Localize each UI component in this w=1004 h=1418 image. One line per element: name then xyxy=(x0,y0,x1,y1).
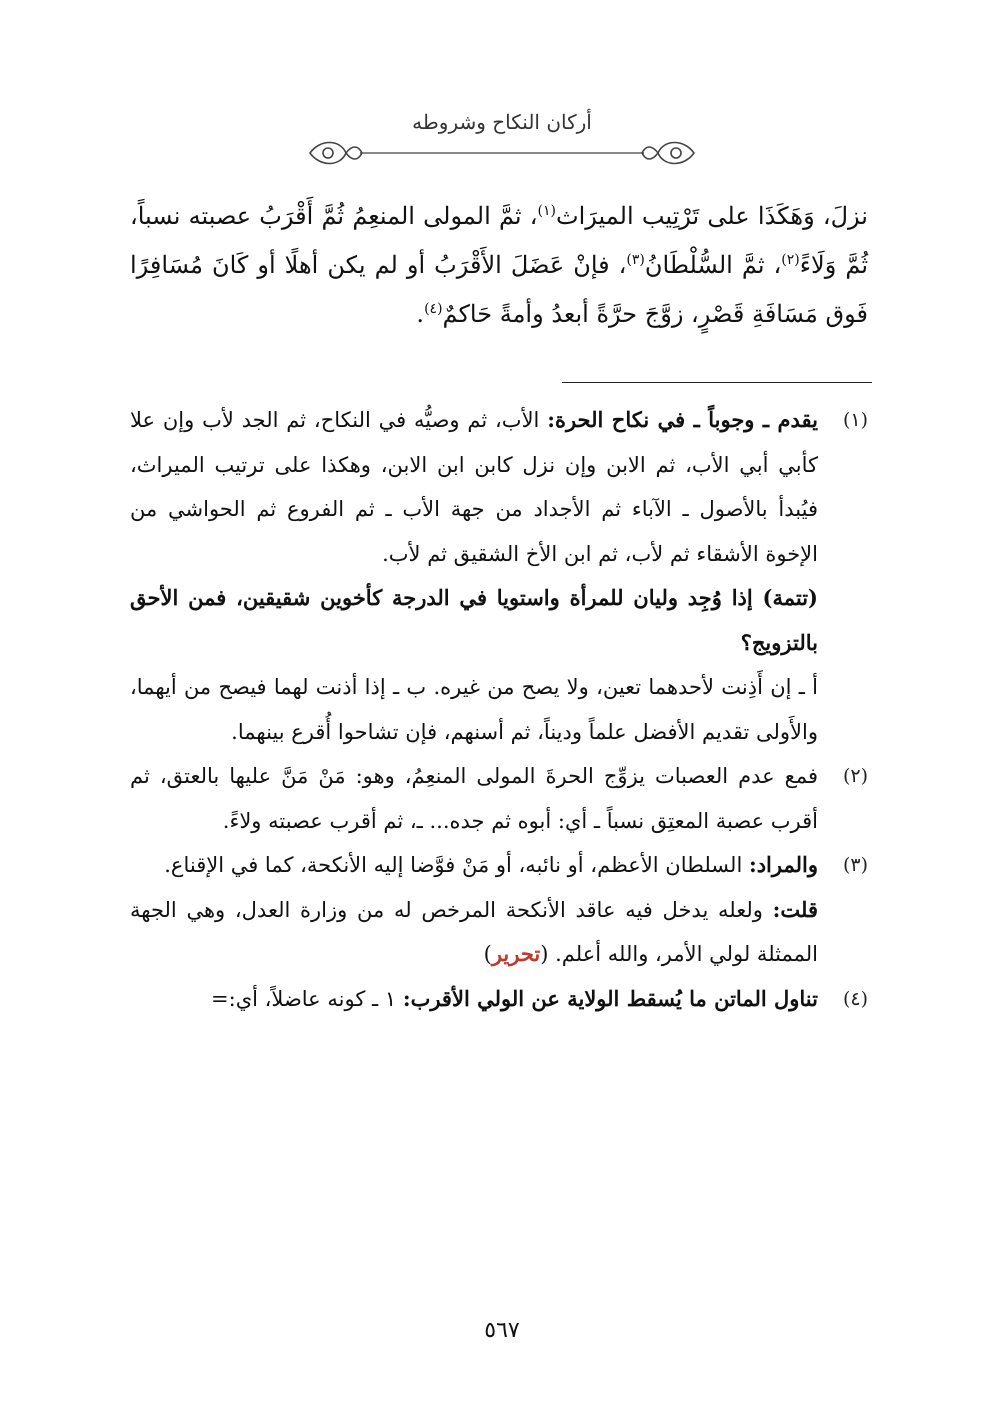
page-number: ٥٦٧ xyxy=(484,1318,520,1343)
footnote-number: (١) xyxy=(842,409,868,431)
footnote-1: (١) يقدم ـ وجوباً ـ في نكاح الحرة: الأب، ثم وصيُّه في النكاح، ثم الجد لأب وإن علا كأبي أبي الأب، ثم الابن وإن نزل كابن ابن الابن، وهكذا على ترتيب الميراث، فيُبدأ بالأصول ـ الآباء ثم الأجداد من جهة الأب ـ ثم الفروع ثم الحواشي من الإخوة الأشقاء ثم لأب، ثم ابن الأخ الشقيق ثم لأب. (تتمة) إذا وُجِد وليان للمرأة واستويا في الدرجة كأخوين شقيقين، فمن الأحق بالتزويج؟ أ ـ إن أَذِنت لأحدهما تعين، ولا يصح من غيره. ب ـ إذا أذنت لهما فيصح من أيهما، والأَولى تقديم الأفضل علماً وديناً، ثم أسنهم، فإن تشاحوا أُقرع بينهما. xyxy=(130,398,868,754)
main-text xyxy=(130,192,868,339)
footnote-ref-2[interactable]: (٢) xyxy=(781,252,800,268)
footnote-ref-1[interactable]: (١) xyxy=(537,203,557,219)
footnote-number: (٤) xyxy=(842,987,868,1010)
footnote-number: (٣) xyxy=(842,854,868,876)
footnote-ref-4[interactable]: (٤) xyxy=(424,301,443,317)
header-ornament-icon xyxy=(300,135,704,171)
footnote-addendum: (تتمة) إذا وُجِد وليان للمرأة واستويا في الدرجة كأخوين شقيقين، فمن الأحق بالتزويج؟ xyxy=(130,585,818,655)
footnote-number: (٢) xyxy=(842,765,868,787)
footnote-2: (٢) فمع عدم العصبات يزوِّج الحرةَ المولى المنعِمُ، وهو: مَنْ مَنَّ عليها بالعتق، ثم أقرب عصبة المعتِق نسباً ـ أي: أبوه ثم جده... ـ، ثم أقرب عصبته ولاءً. xyxy=(130,754,868,843)
footnote-divider xyxy=(562,382,872,383)
footnote-4: (٤) تناول الماتن ما يُسقط الولاية عن الولي الأقرب: ١ ـ كونه عاضلاً، أي:= xyxy=(130,977,868,1022)
footnote-ref-3[interactable]: (٣) xyxy=(626,252,645,268)
edit-tag: تحرير xyxy=(491,941,541,966)
main-paragraph: نزلَ، وَهَكَذَا على تَرْتِيب الميرَاث$^{(١)}$، ثمَّ المولى المنعِمُ ثُمَّ أَقْرَبُ عصبته نسباً، ثُمَّ وَلَاءً$^{(٢)}$، ثمَّ السُّلْطَانُ$^{(٣)}$، فإنْ عَضَلَ الأَقْرَبُ أو لم يكن أهلًا أو كَانَ مُسَافِرًا فَوق مَسَافَةِ قَصْرٍ، زوَّجَ حرَّةً أبعدُ وأمةً حَاكمٌ$^{(٤)}$. xyxy=(130,202,869,328)
footnote-3: (٣) والمراد: السلطان الأعظم، أو نائبه، أو مَنْ فوَّضا إليه الأنكحة، كما في الإقناع. قلت: ولعله يدخل فيه عاقد الأنكحة المرخص له من وزارة العدل، وهي الجهة الممثلة لولي الأمر، والله أعلم. (تحرير) xyxy=(130,843,868,977)
running-header-title: أركان النكاح وشروطه xyxy=(412,110,592,134)
footnotes xyxy=(130,398,868,1021)
